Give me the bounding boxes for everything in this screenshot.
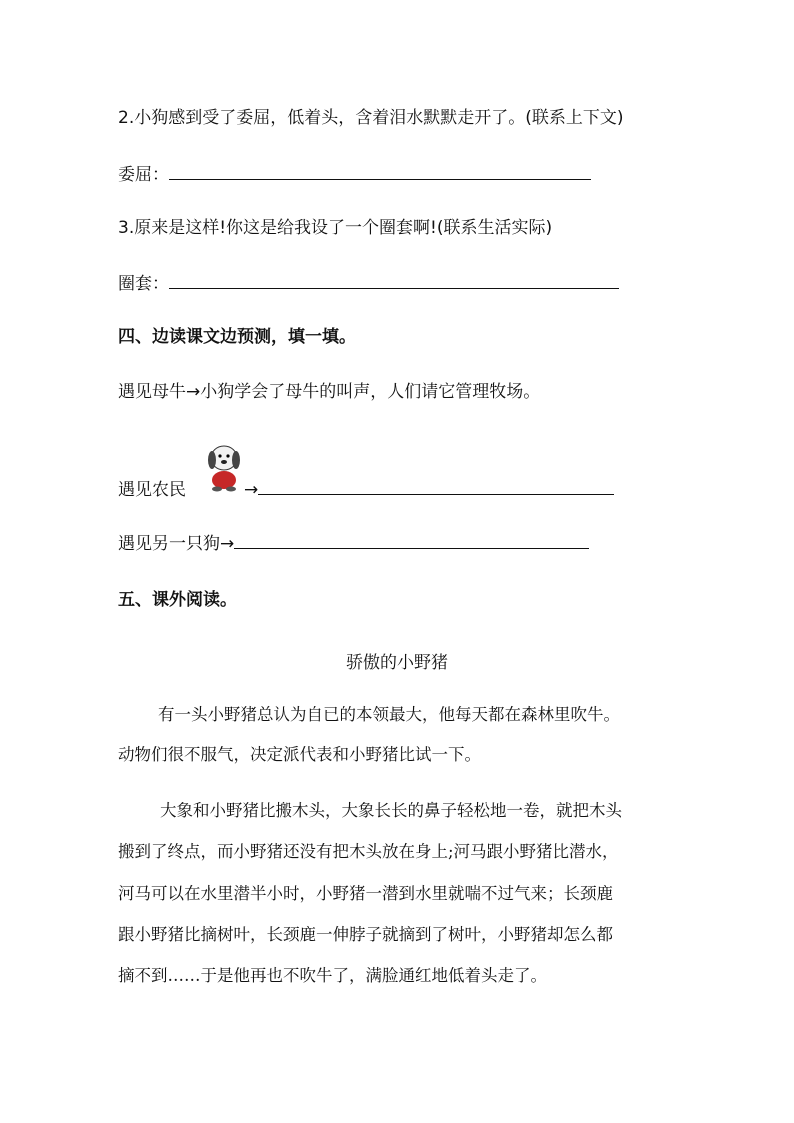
story-title: 骄傲的小野猪 xyxy=(346,653,448,673)
section5-heading: 五、课外阅读。 xyxy=(118,590,237,610)
section4-line3 xyxy=(118,536,589,553)
para2-line2: 搬到了终点，而小野猪还没有把木头放在身上;河马跟小野猪比潜水， xyxy=(118,842,619,861)
line3-label: 遇见另一只狗→ xyxy=(118,534,235,554)
section4-heading: 四、边读课文边预测，填一填。 xyxy=(118,327,356,347)
para1-line1: 有一头小野猪总认为自已的本领最大，他每天都在森林里吹牛。 xyxy=(158,705,620,724)
q2-answer-row xyxy=(118,167,591,184)
para2-line1: 大象和小野猪比搬木头，大象长长的鼻子轻松地一卷，就把木头 xyxy=(160,801,622,820)
q2-answer-label: 委屈： xyxy=(118,165,169,185)
q3-answer-blank[interactable] xyxy=(169,287,619,289)
section4-line1: 遇见母牛→小狗学会了母牛的叫声，人们请它管理牧场。 xyxy=(118,382,541,402)
q3-answer-label: 圈套： xyxy=(118,274,169,294)
para2-line5: 摘不到……于是他再也不吹牛了，满脸通红地低着头走了。 xyxy=(118,966,547,985)
line2-label: 遇见农民 xyxy=(118,480,186,500)
line2-arrow: → xyxy=(244,480,259,500)
q3-answer-row xyxy=(118,276,619,293)
section4-line2 xyxy=(118,482,614,499)
line2-blank[interactable] xyxy=(258,493,614,495)
q3-sentence: 3.原来是这样!你这是给我设了一个圈套啊!(联系生活实际) xyxy=(118,218,553,238)
para2-line3: 河马可以在水里潜半小时，小野猪一潜到水里就喘不过气来；长颈鹿 xyxy=(118,884,613,903)
q2-answer-blank[interactable] xyxy=(169,178,591,180)
para1-line2: 动物们很不服气，决定派代表和小野猪比试一下。 xyxy=(118,745,481,764)
q2-sentence: 2.小狗感到受了委屈，低着头，含着泪水默默走开了。(联系上下文) xyxy=(118,108,624,128)
para2-line4: 跟小野猪比摘树叶，长颈鹿一伸脖子就摘到了树叶，小野猪却怎么都 xyxy=(118,925,613,944)
line3-blank[interactable] xyxy=(234,547,589,549)
